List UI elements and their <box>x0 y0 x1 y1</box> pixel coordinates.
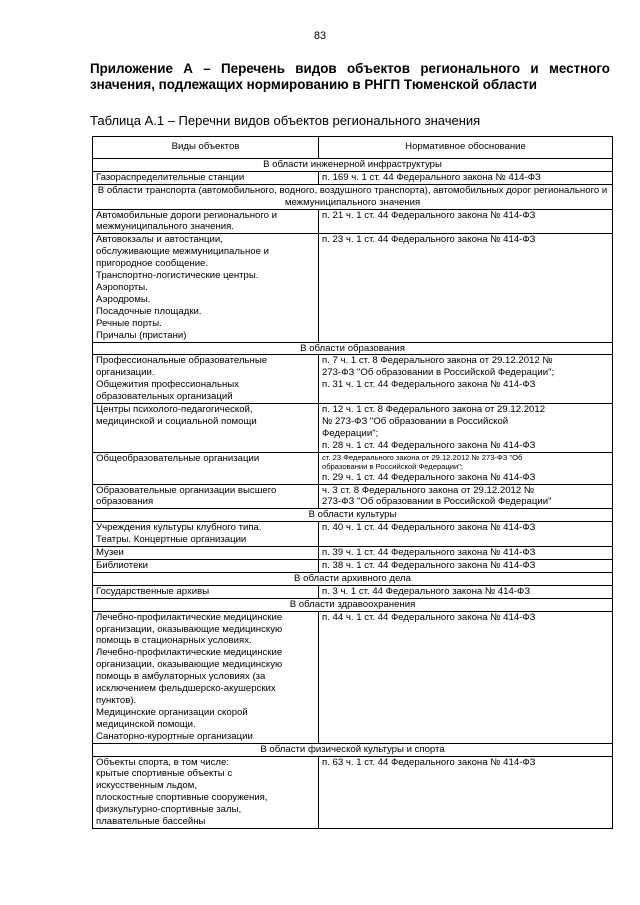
object-type-cell <box>93 522 319 547</box>
object-type-cell <box>93 585 319 598</box>
object-type-line: Библиотеки <box>96 560 148 571</box>
object-type-line: организации. <box>96 367 155 379</box>
normative-basis-cell <box>319 611 613 743</box>
normative-basis-line: п. 28 ч. 1 ст. 44 Федерального закона № 414-ФЗ <box>322 439 536 451</box>
normative-basis-cell <box>319 171 613 184</box>
section-row <box>93 509 613 522</box>
object-type-cell <box>93 756 319 828</box>
table-row <box>93 547 613 560</box>
normative-basis-line: п. 23 ч. 1 ст. 44 Федерального закона № 414-ФЗ <box>322 234 536 246</box>
object-type-line: Общеобразовательные организации <box>96 452 260 464</box>
object-type-line: межмуниципального значения. <box>96 221 234 233</box>
table-row <box>93 611 613 743</box>
normative-basis-line: п. 3 ч. 1 ст. 44 Федерального закона № 414-ФЗ <box>322 585 531 597</box>
object-type-line: Центры психолого-педагогической, <box>96 404 253 416</box>
object-type-line: образования <box>96 496 154 508</box>
object-type-line: физкультурно-спортивные залы, <box>96 804 242 816</box>
object-type-line: Речные порты. <box>96 317 162 329</box>
normative-basis-line: 273-ФЗ "Об образовании в Российской Федерации" <box>322 496 552 508</box>
normative-basis-line: п. 29 ч. 1 ст. 44 Федерального закона № 414-ФЗ <box>322 471 536 483</box>
table-row <box>93 522 613 547</box>
object-type-line: организации, оказывающие медицинскую <box>96 623 283 635</box>
object-type-cell <box>93 547 319 560</box>
normative-basis-cell <box>319 484 613 509</box>
objects-table <box>92 136 613 829</box>
table-row <box>93 560 613 573</box>
section-title: В области физической культуры и спорта <box>93 743 613 756</box>
normative-basis-line: 273-ФЗ "Об образовании в Российской Федерации"; <box>322 367 555 379</box>
object-type-cell <box>93 234 319 342</box>
object-type-line: Транспортно-логистические центры. <box>96 270 259 282</box>
normative-basis-line: п. 40 ч. 1 ст. 44 Федерального закона № 414-ФЗ <box>322 522 536 534</box>
object-type-line: Аэропорты. <box>96 281 148 293</box>
object-type-line: медицинской и социальной помощи <box>96 415 257 427</box>
normative-basis-line: п. 169 ч. 1 ст. 44 Федерального закона № 414-ФЗ <box>322 171 541 183</box>
object-type-line: помощь в амбулаторных условиях (за <box>96 671 266 683</box>
object-type-line: Учреждения культуры клубного типа. <box>96 522 262 534</box>
normative-basis-cell <box>319 585 613 598</box>
normative-basis-line: п. 21 ч. 1 ст. 44 Федерального закона № 414-ФЗ <box>322 209 536 221</box>
normative-basis-line: № 273-ФЗ "Об образовании в Российской <box>322 415 509 427</box>
normative-basis-line: ч. 3 ст. 8 Федерального закона от 29.12.2012 № <box>322 484 535 496</box>
normative-basis-cell <box>319 547 613 560</box>
section-row <box>93 184 613 209</box>
object-type-line: Автовокзалы и автостанции, <box>96 234 223 246</box>
table-row <box>93 234 613 342</box>
section-row <box>93 743 613 756</box>
section-title: В области здравоохранения <box>93 598 613 611</box>
normative-basis-cell <box>319 452 613 484</box>
object-type-cell <box>93 404 319 453</box>
table-row <box>93 355 613 404</box>
normative-basis-line: Федерации"; <box>322 427 379 439</box>
section-row <box>93 598 613 611</box>
section-title: В области транспорта (автомобильного, водного, воздушного транспорта), автомобильных дорог регионального и межмуниципального значения <box>93 184 613 209</box>
object-type-cell <box>93 355 319 404</box>
object-type-line: крытые спортивные объекты с <box>96 768 233 780</box>
section-title: В области образования <box>93 342 613 355</box>
object-type-line: Посадочные площадки. <box>96 305 202 317</box>
normative-basis-line: п. 31 ч. 1 ст. 44 Федерального закона № 414-ФЗ <box>322 379 536 391</box>
normative-basis-line: п. 38 ч. 1 ст. 44 Федерального закона № 414-ФЗ <box>322 560 536 571</box>
normative-basis-line: п. 44 ч. 1 ст. 44 Федерального закона № 414-ФЗ <box>322 611 536 623</box>
normative-basis-line: п. 12 ч. 1 ст. 8 Федерального закона от 29.12.2012 <box>322 404 546 416</box>
object-type-line: Профессиональные образовательные <box>96 355 268 367</box>
section-title: В области инженерной инфраструктуры <box>93 158 613 171</box>
object-type-line: Государственные архивы <box>96 585 210 597</box>
column-header-object-types: Виды объектов <box>93 137 319 159</box>
table-row <box>93 209 613 234</box>
object-type-cell <box>93 452 319 484</box>
object-type-cell <box>93 209 319 234</box>
object-type-line: исключением фельдшерско-акушерских <box>96 683 276 695</box>
table-row <box>93 171 613 184</box>
table-row <box>93 756 613 828</box>
column-header-normative-basis: Нормативное обоснование <box>319 137 613 159</box>
object-type-line: Образовательные организации высшего <box>96 484 277 496</box>
object-type-cell <box>93 611 319 743</box>
object-type-cell <box>93 171 319 184</box>
object-type-line: пригородное сообщение. <box>96 258 209 270</box>
normative-basis-line: п. 7 ч. 1 ст. 8 Федерального закона от 29.12.2012 № <box>322 355 553 367</box>
section-title: В области архивного дела <box>93 572 613 585</box>
object-type-line: образовательных организаций <box>96 391 233 403</box>
normative-basis-small-line: образовании в Российской Федерации"; <box>322 462 464 472</box>
object-type-line: пунктов). <box>96 694 137 706</box>
normative-basis-cell <box>319 209 613 234</box>
normative-basis-cell <box>319 522 613 547</box>
object-type-line: Причалы (пристани) <box>96 329 187 341</box>
object-type-line: плоскостные спортивные сооружения, <box>96 792 268 804</box>
section-row <box>93 572 613 585</box>
table-row <box>93 484 613 509</box>
section-row <box>93 158 613 171</box>
normative-basis-small-line: ст. 23 Федерального закона от 29.12.2012 № 273-ФЗ "Об <box>322 452 523 462</box>
object-type-line: Аэродромы. <box>96 293 151 305</box>
normative-basis-cell <box>319 355 613 404</box>
normative-basis-small <box>322 453 609 472</box>
page-number: 83 <box>313 30 327 42</box>
object-type-line: Медицинские организации скорой <box>96 706 248 718</box>
normative-basis-line: п. 63 ч. 1 ст. 44 Федерального закона № 414-ФЗ <box>322 756 536 768</box>
table-row <box>93 404 613 453</box>
appendix-heading: Приложение А – Перечень видов объектов регионального и местного значения, подлежащих нормированию в РНГП Тюменской области <box>90 61 610 92</box>
normative-basis-cell <box>319 756 613 828</box>
section-row <box>93 342 613 355</box>
object-type-line: Театры. Концертные организации <box>96 534 247 546</box>
object-type-line: организации, оказывающие медицинскую <box>96 659 283 671</box>
object-type-line: искусственным льдом, <box>96 780 198 792</box>
table-row <box>93 585 613 598</box>
object-type-line: Объекты спорта, в том числе: <box>96 756 230 768</box>
object-type-cell <box>93 484 319 509</box>
object-type-line: медицинской помощи. <box>96 718 196 730</box>
object-type-line: плавательные бассейны <box>96 816 206 828</box>
normative-basis-cell <box>319 404 613 453</box>
normative-basis-cell <box>319 234 613 342</box>
object-type-line: Музеи <box>96 547 124 559</box>
object-type-line: Лечебно-профилактические медицинские <box>96 647 283 659</box>
section-title: В области культуры <box>93 509 613 522</box>
object-type-line: Газораспределительные станции <box>96 171 245 183</box>
object-type-line: обслуживающие межмуниципальное и <box>96 246 269 258</box>
table-row <box>93 452 613 484</box>
object-type-line: Лечебно-профилактические медицинские <box>96 611 283 623</box>
object-type-line: Санаторно-курортные организации <box>96 730 253 742</box>
object-type-line: Общежития профессиональных <box>96 379 239 391</box>
normative-basis-line: п. 39 ч. 1 ст. 44 Федерального закона № 414-ФЗ <box>322 547 536 559</box>
object-type-cell <box>93 560 319 573</box>
object-type-line: Автомобильные дороги регионального и <box>96 209 277 221</box>
table-header-row <box>93 137 613 159</box>
table-caption: Таблица А.1 – Перечни видов объектов регионального значения <box>90 113 481 128</box>
object-type-line: помощь в стационарных условиях. <box>96 635 252 647</box>
normative-basis-cell <box>319 560 613 573</box>
